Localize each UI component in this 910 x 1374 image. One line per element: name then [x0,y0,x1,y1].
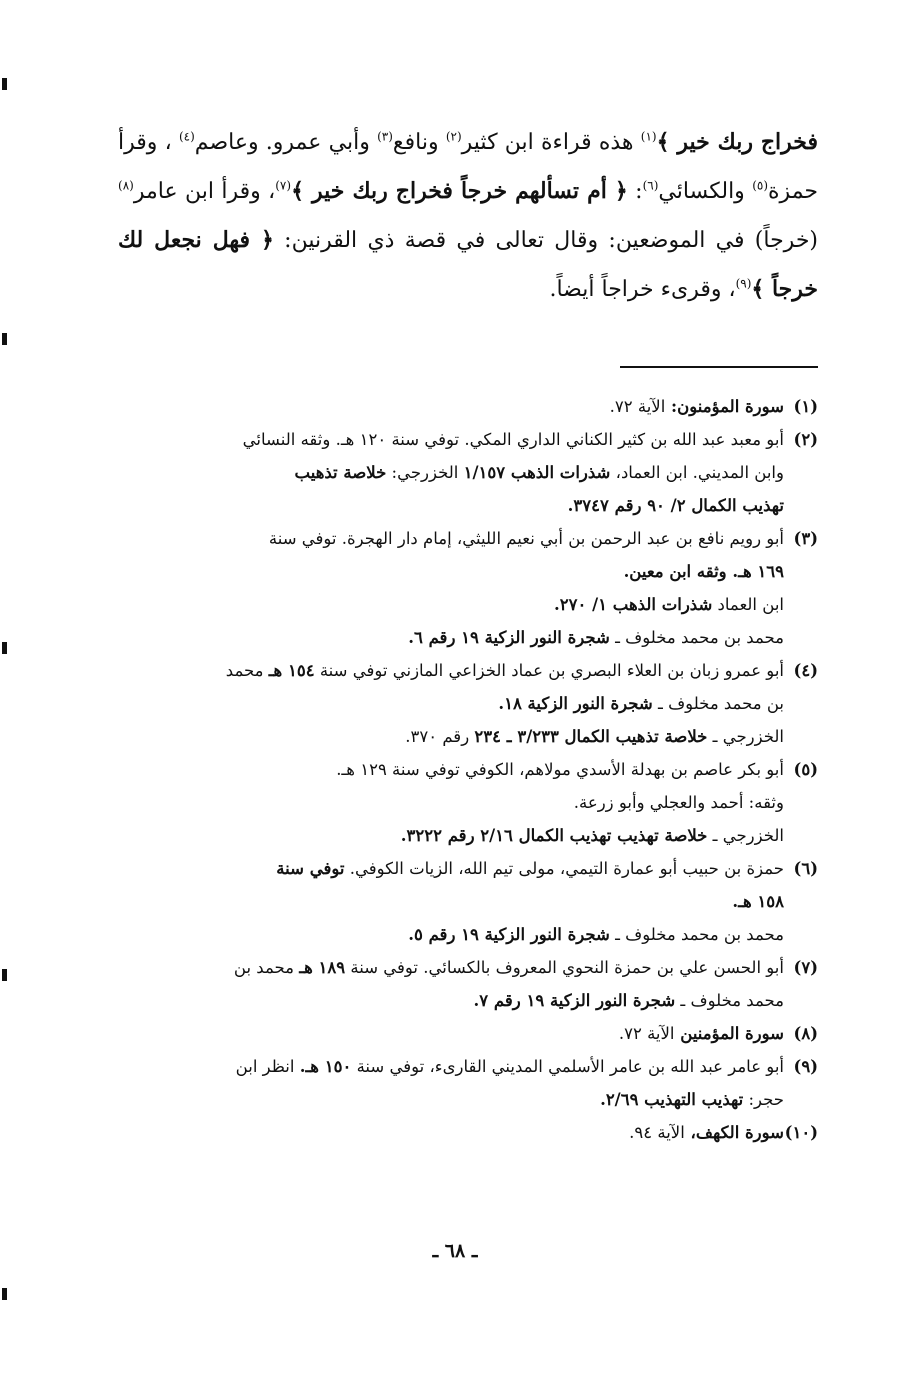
footnote [118,852,818,951]
footnote [118,1017,818,1050]
citation-title: شجرة النور الزكية ١٩ رقم ٧. [473,991,676,1010]
citation-title: سورة المؤمنون: [665,397,784,416]
footnote-text: الخزرجي ـ [707,727,784,746]
footnote-line [118,456,784,489]
footnote-marker: (٨) [118,178,134,193]
footnote [118,1050,818,1116]
footnote [118,390,818,423]
text-run: : [627,179,643,204]
footnote [118,951,818,1017]
footnote-text: رقم ٣٧٠. [405,727,475,746]
citation-title: خلاصة تذهيب [294,463,387,482]
footnote-text: أبو معبد عبد الله بن كثير الكناني الداري المكي. توفي سنة ١٢٠ هـ. وثقه النسائي [242,430,784,449]
footnote-number: (٩) [793,1057,818,1076]
footnote-number: (٣) [793,529,818,548]
footnote-text: محمد بن محمد مخلوف ـ [609,925,784,944]
footnote-line [118,720,784,753]
citation-title: ١٦٩ هـ. وثقه ابن معين. [623,562,784,581]
text-run: ، وقرىء خراجاً أيضاً. [549,277,736,302]
scan-mark [2,1288,7,1300]
footnote-line [118,1050,784,1083]
footnote-line [118,1017,784,1050]
citation-title: ١٨٩ هـ [299,958,346,977]
footnote-text: الخزرجي: [386,463,464,482]
footnote-line [118,588,784,621]
footnote-marker: (٣) [377,129,393,144]
citation-title: ١٥٤ هـ [268,661,315,680]
text-run: ، وقرأ ابن عامر [133,179,276,204]
citation-title: ١٥٨ هـ. [732,892,784,911]
citation-title: شذرات الذهب ١/ ٢٧٠. [554,595,713,614]
footnote-text: أبو رويم نافع بن عبد الرحمن بن أبي نعيم الليثي، إمام دار الهجرة. توفي سنة [268,529,784,548]
footnote-text: الآية ٧٢. [618,1024,675,1043]
footnote-marker: (٢) [445,129,462,144]
footnote-text: محمد بن محمد مخلوف ـ [609,628,784,647]
footnote-line [118,786,784,819]
scan-mark [2,333,7,345]
footnote-text: الخزرجي ـ [707,826,784,845]
footnote-text: محمد مخلوف ـ [675,991,784,1010]
footnote [118,753,818,852]
scan-mark [2,642,7,654]
footnote-marker: (٥) [752,178,769,193]
text-run: وأبي عمرو. وعاصم [194,130,378,155]
footnote-text: أبو بكر عاصم بن بهدلة الأسدي مولاهم، الكوفي توفي سنة ١٢٩ هـ. [336,760,784,779]
text-run: (خرجاً) في الموضعين: وقال تعالى في قصة ذي القرنين: [273,228,819,253]
citation-title: تهذيب الكمال ٢/ ٩٠ رقم ٣٧٤٧. [567,496,784,515]
quran-quote: ﴿ فهل نجعل لك خرجاً ﴾ [118,227,818,302]
footnote-line [118,555,784,588]
quran-quote: فخراج ربك خير ﴾ [656,129,819,155]
footnotes [118,390,818,1149]
citation-title: توفي سنة [276,859,345,878]
footnote-line [118,522,784,555]
footnote [118,522,818,654]
footnote-text: وثقه: أحمد والعجلي وأبو زرعة. [573,793,784,812]
footnote-text: محمد بن [233,958,300,977]
footnote-number: (١٠) [784,1123,818,1142]
citation-title: شذرات الذهب ١/١٥٧ [463,463,611,482]
footnote-line [118,654,784,687]
scan-mark [2,969,7,981]
footnote [118,423,818,522]
footnote-line [118,819,784,852]
text-run: والكسائي [658,179,753,204]
footnote-text: ابن العماد [712,595,784,614]
quran-quote: ﴿ أم تسألهم خرجاً فخراج ربك خير ﴾ [291,178,628,204]
footnote-text: الآية ٩٤. [629,1123,685,1142]
footnote-line [118,423,784,456]
footnote-text: أبو الحسن علي بن حمزة النحوي المعروف بالكسائي. توفي سنة [345,958,784,977]
citation-title: شجرة النور الزكية ١٩ رقم ٦. [408,628,610,647]
citation-title: شجرة النور الزكية ١٩ رقم ٥. [408,925,610,944]
footnote-number: (٧) [793,958,818,977]
footnote-marker: (٧) [275,178,292,193]
main-text [118,118,818,314]
footnote-text: الآية ٧٢. [609,397,666,416]
main-paragraph [118,118,818,314]
footnote-line [118,951,784,984]
text-run: هذه قراءة ابن كثير [461,130,641,155]
footnote-number: (٤) [793,661,818,680]
footnote-text: بن محمد مخلوف ـ [652,694,784,713]
citation-title: سورة الكهف، [684,1123,784,1142]
footnote-separator [620,366,818,368]
text-run: ونافع [392,130,446,155]
footnote-marker: (٩) [735,276,752,291]
citation-title: تهذيب التهذيب ٢/٦٩. [600,1090,744,1109]
footnote-line [118,1116,784,1149]
footnote-text: أبو عمرو زبان بن العلاء البصري بن عماد الخزاعي المازني توفي سنة [314,661,784,680]
footnote-line [118,852,784,885]
text-run: ، وقرأ حمزة [118,130,819,204]
footnote-text: وابن المديني. ابن العماد، [610,463,784,482]
footnote-line [118,918,784,951]
footnote-line [118,885,784,918]
footnote-text: حجر: [743,1090,784,1109]
footnote-line [118,753,784,786]
footnote-text: محمد [225,661,269,680]
footnote-number: (٦) [793,859,818,878]
footnote-text: انظر ابن [235,1057,300,1076]
footnote [118,1116,818,1149]
footnote-text: أبو عامر عبد الله بن عامر الأسلمي المديني القارىء، توفي سنة [351,1057,784,1076]
citation-title: خلاصة تهذيب تهذيب الكمال ٢/١٦ رقم ٣٢٢٢. [400,826,708,845]
footnote-line [118,621,784,654]
scan-mark [2,78,7,90]
citation-title: شجرة النور الزكية ١٨. [498,694,653,713]
footnote-number: (٨) [793,1024,818,1043]
footnote-marker: (١) [640,129,657,144]
footnote-line [118,687,784,720]
citation-title: سورة المؤمنين [674,1024,784,1043]
footnote [118,654,818,753]
footnote-line [118,390,784,423]
footnote-number: (١) [793,397,818,416]
footnote-marker: (٤) [178,129,195,144]
footnote-line [118,489,784,522]
citation-title: خلاصة تذهيب الكمال ٣/٢٣٣ ـ ٢٣٤ [474,727,708,746]
footnote-number: (٥) [793,760,818,779]
footnote-line [118,984,784,1017]
citation-title: ١٥٠ هـ. [299,1057,352,1076]
page-number: ـ ٦٨ ـ [432,1240,478,1262]
footnote-marker: (٦) [642,178,659,193]
footnote-text: حمزة بن حبيب أبو عمارة التيمي، مولى تيم الله، الزيات الكوفي. [344,859,784,878]
footnote-line [118,1083,784,1116]
footnote-number: (٢) [793,430,818,449]
